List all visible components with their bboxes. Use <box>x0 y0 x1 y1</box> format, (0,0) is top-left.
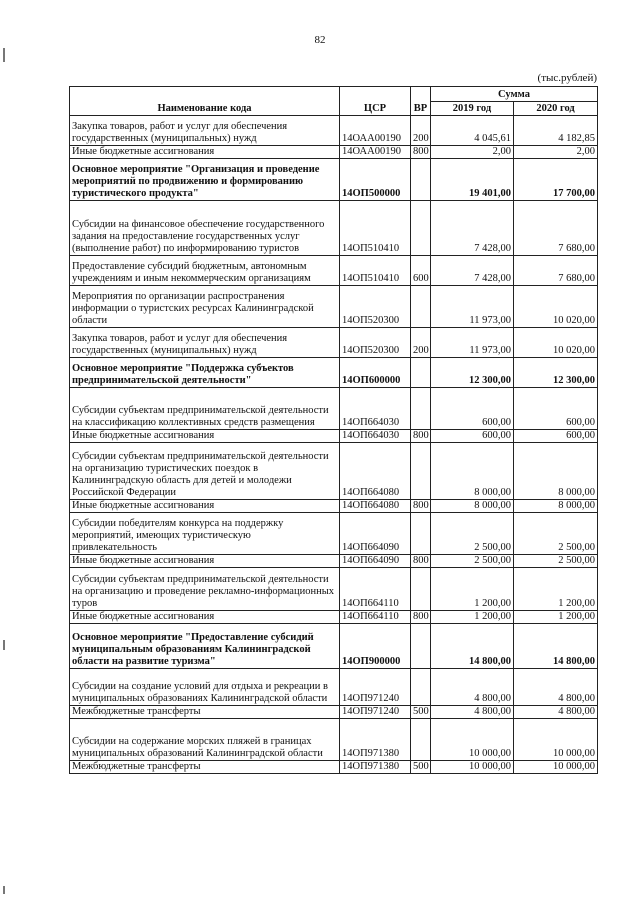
row-sum-2019: 600,00 <box>431 430 514 443</box>
row-sum-2019: 7 428,00 <box>431 201 514 256</box>
row-sum-2020: 4 800,00 <box>514 706 598 719</box>
row-sum-2019: 14 800,00 <box>431 624 514 669</box>
row-csr: 14ОП664030 <box>340 388 411 430</box>
row-sum-2019: 2,00 <box>431 146 514 159</box>
row-csr: 14ОП520300 <box>340 328 411 358</box>
row-sum-2020: 1 200,00 <box>514 611 598 624</box>
row-vr: 800 <box>411 555 431 568</box>
row-vr <box>411 568 431 611</box>
table-row <box>70 555 598 568</box>
row-name: Закупка товаров, работ и услуг для обеспечения государственных (муниципальных) нужд <box>70 328 340 358</box>
row-csr: 14ОП664090 <box>340 555 411 568</box>
table-row <box>70 624 598 669</box>
row-vr <box>411 358 431 388</box>
row-name: Иные бюджетные ассигнования <box>70 555 340 568</box>
row-vr: 200 <box>411 328 431 358</box>
row-sum-2020: 10 020,00 <box>514 328 598 358</box>
row-name: Иные бюджетные ассигнования <box>70 500 340 513</box>
row-sum-2020: 4 800,00 <box>514 669 598 706</box>
budget-table <box>69 86 598 774</box>
row-vr <box>411 159 431 201</box>
row-sum-2020: 2,00 <box>514 146 598 159</box>
row-sum-2019: 4 800,00 <box>431 669 514 706</box>
row-name: Основное мероприятие "Организация и проведение мероприятий по продвижению и формированию туристического продукта" <box>70 159 340 201</box>
table-row <box>70 146 598 159</box>
row-csr: 14ОП510410 <box>340 201 411 256</box>
row-sum-2019: 2 500,00 <box>431 513 514 555</box>
row-csr: 14ОП510410 <box>340 256 411 286</box>
row-csr: 14ОП971240 <box>340 669 411 706</box>
row-csr: 14ОП600000 <box>340 358 411 388</box>
row-sum-2020: 1 200,00 <box>514 568 598 611</box>
table-row <box>70 761 598 774</box>
table-row <box>70 201 598 256</box>
table-row <box>70 430 598 443</box>
row-vr: 800 <box>411 430 431 443</box>
row-csr: 14ОАА00190 <box>340 116 411 146</box>
row-sum-2019: 10 000,00 <box>431 719 514 761</box>
row-csr: 14ОП500000 <box>340 159 411 201</box>
row-sum-2020: 2 500,00 <box>514 513 598 555</box>
row-csr: 14ОП664090 <box>340 513 411 555</box>
row-sum-2019: 8 000,00 <box>431 500 514 513</box>
table-row <box>70 443 598 500</box>
table-row <box>70 500 598 513</box>
table-row <box>70 159 598 201</box>
row-name: Субсидии на создание условий для отдыха и рекреации в муниципальных образованиях Калининградской области <box>70 669 340 706</box>
row-csr: 14ОП664110 <box>340 611 411 624</box>
row-sum-2020: 14 800,00 <box>514 624 598 669</box>
row-sum-2019: 12 300,00 <box>431 358 514 388</box>
table-row <box>70 568 598 611</box>
header-2020: 2020 год <box>514 101 598 116</box>
row-sum-2020: 600,00 <box>514 388 598 430</box>
row-sum-2019: 4 800,00 <box>431 706 514 719</box>
row-vr <box>411 719 431 761</box>
row-csr: 14ОП664080 <box>340 443 411 500</box>
table-row <box>70 286 598 328</box>
row-csr: 14ОП664030 <box>340 430 411 443</box>
row-sum-2020: 8 000,00 <box>514 500 598 513</box>
row-vr <box>411 624 431 669</box>
row-csr: 14ОП664080 <box>340 500 411 513</box>
row-sum-2019: 11 973,00 <box>431 286 514 328</box>
row-name: Субсидии на финансовое обеспечение государственного задания на предоставление государственных услуг (выполнение работ) по информированию туристов <box>70 201 340 256</box>
row-name: Иные бюджетные ассигнования <box>70 611 340 624</box>
row-name: Закупка товаров, работ и услуг для обеспечения государственных (муниципальных) нужд <box>70 116 340 146</box>
header-name: Наименование кода <box>70 87 340 116</box>
row-sum-2019: 7 428,00 <box>431 256 514 286</box>
header-csr: ЦСР <box>340 87 411 116</box>
row-csr: 14ОП971380 <box>340 719 411 761</box>
row-name: Предоставление субсидий бюджетным, автономным учреждениям и иным некоммерческим организациям <box>70 256 340 286</box>
row-sum-2020: 10 000,00 <box>514 761 598 774</box>
row-sum-2019: 1 200,00 <box>431 611 514 624</box>
row-name: Межбюджетные трансферты <box>70 706 340 719</box>
table-row <box>70 388 598 430</box>
row-csr: 14ОП971380 <box>340 761 411 774</box>
row-name: Субсидии победителям конкурса на поддержку мероприятий, имеющих туристическую привлекательность <box>70 513 340 555</box>
scan-edge-mark <box>3 886 5 894</box>
header-sum: Сумма <box>431 87 598 102</box>
table-row <box>70 669 598 706</box>
row-sum-2019: 2 500,00 <box>431 555 514 568</box>
row-vr <box>411 513 431 555</box>
row-vr <box>411 443 431 500</box>
row-name: Иные бюджетные ассигнования <box>70 430 340 443</box>
page-number: 82 <box>314 34 326 46</box>
table-row <box>70 328 598 358</box>
row-vr: 800 <box>411 500 431 513</box>
header-vr: ВР <box>411 87 431 116</box>
scan-edge-mark <box>3 48 5 62</box>
row-name: Основное мероприятие "Предоставление субсидий муниципальным образованиям Калининградской области на развитие туризма" <box>70 624 340 669</box>
row-name: Субсидии субъектам предпринимательской деятельности на организацию и проведение рекламно-информационных туров <box>70 568 340 611</box>
row-sum-2019: 4 045,61 <box>431 116 514 146</box>
scan-edge-mark <box>3 640 5 650</box>
row-csr: 14ОП971240 <box>340 706 411 719</box>
table-row <box>70 706 598 719</box>
row-sum-2019: 600,00 <box>431 388 514 430</box>
row-vr <box>411 388 431 430</box>
row-sum-2019: 1 200,00 <box>431 568 514 611</box>
table-row <box>70 719 598 761</box>
row-vr <box>411 201 431 256</box>
table-row <box>70 611 598 624</box>
row-sum-2020: 17 700,00 <box>514 159 598 201</box>
row-vr: 500 <box>411 706 431 719</box>
row-name: Мероприятия по организации распространения информации о туристских ресурсах Калининградской области <box>70 286 340 328</box>
row-sum-2019: 8 000,00 <box>431 443 514 500</box>
row-name: Субсидии субъектам предпринимательской деятельности на классификацию коллективных средств размещения <box>70 388 340 430</box>
row-name: Основное мероприятие "Поддержка субъектов предпринимательской деятельности" <box>70 358 340 388</box>
row-csr: 14ОП900000 <box>340 624 411 669</box>
row-csr: 14ОП664110 <box>340 568 411 611</box>
row-vr <box>411 286 431 328</box>
row-vr: 600 <box>411 256 431 286</box>
row-name: Иные бюджетные ассигнования <box>70 146 340 159</box>
row-sum-2019: 11 973,00 <box>431 328 514 358</box>
row-name: Межбюджетные трансферты <box>70 761 340 774</box>
table-row <box>70 116 598 146</box>
row-csr: 14ОАА00190 <box>340 146 411 159</box>
row-sum-2020: 10 000,00 <box>514 719 598 761</box>
row-sum-2020: 4 182,85 <box>514 116 598 146</box>
table-row <box>70 513 598 555</box>
row-name: Субсидии субъектам предпринимательской деятельности на организацию туристических поездок в Калининградскую область для детей и молодежи Российской Федерации <box>70 443 340 500</box>
row-csr: 14ОП520300 <box>340 286 411 328</box>
row-vr <box>411 669 431 706</box>
row-sum-2020: 600,00 <box>514 430 598 443</box>
row-sum-2019: 19 401,00 <box>431 159 514 201</box>
row-name: Субсидии на содержание морских пляжей в границах муниципальных образований Калининградской области <box>70 719 340 761</box>
row-sum-2020: 2 500,00 <box>514 555 598 568</box>
header-2019: 2019 год <box>431 101 514 116</box>
row-sum-2020: 12 300,00 <box>514 358 598 388</box>
row-sum-2020: 7 680,00 <box>514 256 598 286</box>
row-vr: 800 <box>411 611 431 624</box>
table-body <box>70 116 598 774</box>
row-vr: 200 <box>411 116 431 146</box>
header-row <box>70 87 598 102</box>
row-sum-2019: 10 000,00 <box>431 761 514 774</box>
table-row <box>70 256 598 286</box>
row-vr: 800 <box>411 146 431 159</box>
row-sum-2020: 7 680,00 <box>514 201 598 256</box>
table-row <box>70 358 598 388</box>
row-sum-2020: 8 000,00 <box>514 443 598 500</box>
row-vr: 500 <box>411 761 431 774</box>
units-label: (тыс.рублей) <box>537 72 597 84</box>
row-sum-2020: 10 020,00 <box>514 286 598 328</box>
